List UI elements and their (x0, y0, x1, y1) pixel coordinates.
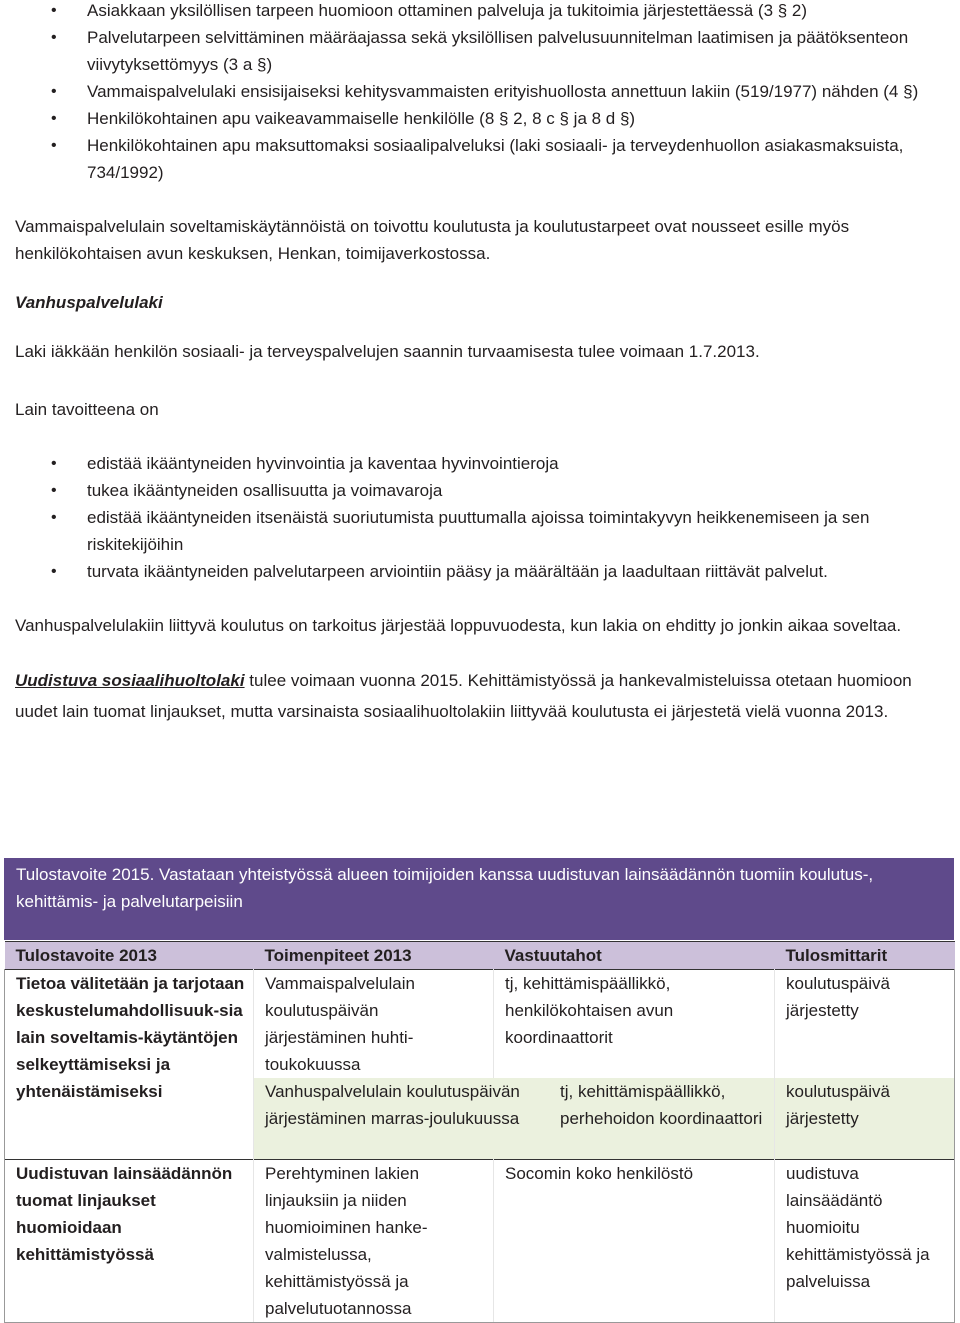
paragraph-vanhus-training: Vanhuspalvelulakiin liittyvä koulutus on tarkoitus järjestää loppuvuodesta, kun lakia on ehditty jo jonkin aikaa soveltaa. (15, 616, 902, 635)
table-cell-responsible: tj, kehittämispäällikkö, perhehoidon koordinaattori (560, 1082, 763, 1128)
list-item: • Henkilökohtainen apu maksuttomaksi sosiaalipalveluksi (laki sosiaali- ja terveydenhuollon asiakasmaksuista, 734/1992) (0, 132, 960, 186)
paragraph-law-effective: Laki iäkkään henkilön sosiaali- ja terveyspalvelujen saannin turvaamisesta tulee voimaan 1.7.2013. (15, 342, 760, 361)
table-cell-metric: koulutuspäivä järjestetty (775, 1078, 955, 1160)
header-cell: Tulostavoite 2013 (5, 942, 254, 970)
paragraph-goal-intro: Lain tavoitteena on (15, 400, 159, 419)
list-item: • turvata ikääntyneiden palvelutarpeen arviointiin pääsy ja määrältään ja laadultaan riittävät palvelut. (0, 558, 960, 585)
goal-bullet-list (0, 450, 960, 585)
intro-bullet-list (0, 0, 960, 186)
social-law-title: Uudistuva sosiaalihuoltolaki (15, 671, 245, 690)
table-row (5, 1160, 955, 1323)
list-item: • Asiakkaan yksilöllisen tarpeen huomioon ottaminen palveluja ja tukitoimia järjestettäessä (3 § 2) (0, 0, 960, 24)
table-cell-action: Vammaispalvelulain koulutuspäivän järjestäminen huhti-toukokuussa (254, 970, 494, 1079)
result-goal-2015-box: Tulostavoite 2015. Vastataan yhteistyössä alueen toimijoiden kanssa uudistuvan lainsäädännön tuomiin koulutus-, kehittämis- ja palvelutarpeisiin (4, 858, 954, 940)
section-heading-vanhuspalvelulaki: Vanhuspalvelulaki (15, 293, 163, 312)
table-cell-responsible: Socomin koko henkilöstö (494, 1160, 775, 1323)
action-plan-table (4, 941, 955, 1323)
table-row (5, 970, 955, 1079)
table-cell-action: Perehtyminen lakien linjauksiin ja niiden huomioiminen hanke-valmistelussa, kehittämistyössä ja palvelutuotannossa (254, 1160, 494, 1323)
social-law-text: tulee voimaan vuonna 2015. Kehittämistyössä ja hankevalmisteluissa otetaan huomioon uudet lain tuomat linjaukset, mutta varsinaista sosiaalihuoltolakiin liittyvää koulutusta ei järjestetä vielä vuonna 2013. (15, 671, 912, 721)
list-item: • tukea ikääntyneiden osallisuutta ja voimavaroja (0, 477, 960, 504)
header-cell: Vastuutahot (494, 942, 775, 970)
paragraph-training-need: Vammaispalvelulain soveltamiskäytännöistä on toivottu koulutusta ja koulutustarpeet ovat nousseet esille myös henkilökohtaisen avun keskuksen, Henkan, toimijaverkostossa. (15, 217, 850, 263)
header-cell: Toimenpiteet 2013 (254, 942, 494, 970)
table-cell-action: Vanhuspalvelulain koulutuspäivän järjestäminen marras-joulukuussa (265, 1082, 520, 1128)
table-header-row (5, 942, 955, 970)
header-cell: Tulosmittarit (775, 942, 955, 970)
list-item: • Palvelutarpeen selvittäminen määräajassa sekä yksilöllisen palvelusuunnitelman laatimisen ja päätöksenteon viivytyksettömyys (3 a §) (0, 24, 960, 78)
list-item: • Henkilökohtainen apu vaikeavammaiselle henkilölle (8 § 2, 8 c § ja 8 d §) (0, 105, 960, 132)
table-cell-target: Tietoa välitetään ja tarjotaan keskustelumahdollisuuk-sia lain soveltamis-käytäntöjen selkeyttämiseksi ja yhtenäistämiseksi (5, 970, 254, 1160)
list-item: • Vammaispalvelulaki ensisijaiseksi kehitysvammaisten erityishuollosta annettuun lakiin (519/1977) nähden (4 §) (0, 78, 960, 105)
table-cell-metric: koulutuspäivä järjestetty (775, 970, 955, 1079)
table-cell-target: Uudistuvan lainsäädännön tuomat linjaukset huomioidaan kehittämistyössä (5, 1160, 254, 1323)
list-item: • edistää ikääntyneiden itsenäistä suoriutumista puuttumalla ajoissa toimintakyvyn heikkenemiseen ja sen riskitekijöihin (0, 504, 960, 558)
paragraph-social-law (0, 665, 960, 727)
list-item: • edistää ikääntyneiden hyvinvointia ja kaventaa hyvinvointieroja (0, 450, 960, 477)
table-cell-responsible: tj, kehittämispäällikkö, henkilökohtaisen avun koordinaattorit (494, 970, 775, 1079)
table-cell-metric: uudistuva lainsäädäntö huomioitu kehittämistyössä ja palveluissa (775, 1160, 955, 1323)
table-cell-action-responsible (254, 1078, 775, 1160)
